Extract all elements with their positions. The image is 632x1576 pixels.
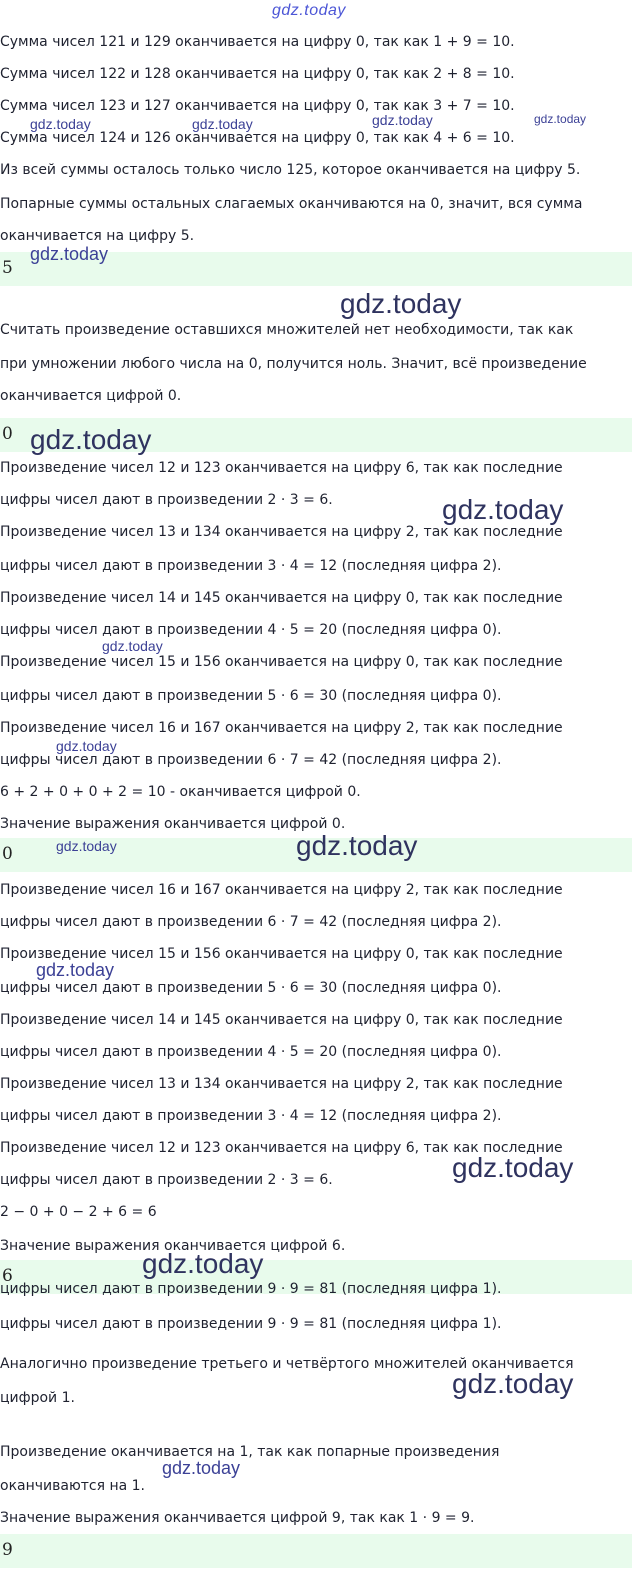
watermark: gdz.today	[340, 288, 462, 319]
text-line: Произведение чисел 16 и 167 оканчивается на цифру 2, так как последние	[0, 720, 563, 736]
watermark: gdz.today	[142, 1248, 264, 1279]
text-line: Произведение чисел 15 и 156 оканчивается на цифру 0, так как последние	[0, 654, 563, 670]
text-line: Произведение чисел 14 и 145 оканчивается на цифру 0, так как последние	[0, 590, 563, 606]
text-line: цифры чисел дают в произведении 6 · 7 = 42 (последняя цифра 2).	[0, 914, 502, 930]
text-line: Произведение чисел 12 и 123 оканчивается на цифру 6, так как последние	[0, 1140, 563, 1156]
watermark-top: gdz.today	[272, 2, 346, 19]
cropped-line	[0, 1281, 632, 1300]
text-line: цифры чисел дают в произведении 6 · 7 = 42 (последняя цифра 2).	[0, 752, 502, 768]
text-line: Произведение чисел 13 и 134 оканчивается на цифру 2, так как последние	[0, 524, 563, 540]
text-line: Аналогично произведение третьего и четвёртого множителей оканчивается	[0, 1356, 574, 1372]
text-line: Произведение чисел 16 и 167 оканчивается на цифру 2, так как последние	[0, 882, 563, 898]
text-line: цифры чисел дают в произведении 9 · 9 = 81 (последняя цифра 1).	[0, 1316, 502, 1332]
text-line: оканчиваются на 1.	[0, 1478, 146, 1494]
text-line: Произведение оканчивается на 1, так как попарные произведения	[0, 1444, 500, 1460]
watermark: gdz.today	[452, 1368, 574, 1399]
text-line: Попарные суммы остальных слагаемых оканчиваются на 0, значит, вся сумма	[0, 196, 583, 212]
text-line: цифры чисел дают в произведении 2 · 3 = 6.	[0, 1172, 333, 1188]
text-line: Произведение чисел 15 и 156 оканчивается на цифру 0, так как последние	[0, 946, 563, 962]
watermark: gdz.today	[30, 116, 91, 132]
watermark: gdz.today	[296, 830, 418, 861]
watermark: gdz.today	[534, 112, 587, 126]
text-line: Произведение чисел 13 и 134 оканчивается на цифру 2, так как последние	[0, 1076, 563, 1092]
text-line: цифры чисел дают в произведении 4 · 5 = 20 (последняя цифра 0).	[0, 1044, 502, 1060]
text-line: Значение выражения оканчивается цифрой 0.	[0, 816, 346, 832]
text-line: Считать произведение оставшихся множителей нет необходимости, так как	[0, 322, 574, 338]
text-line: Сумма чисел 123 и 127 оканчивается на цифру 0, так как 3 + 7 = 10.	[0, 98, 515, 114]
text-line: цифры чисел дают в произведении 3 · 4 = 12 (последняя цифра 2).	[0, 1108, 502, 1124]
watermark: gdz.today	[452, 1152, 574, 1183]
text-line: оканчивается на цифру 5.	[0, 228, 195, 244]
text-line: Из всей суммы осталось только число 125, которое оканчивается на цифру 5.	[0, 162, 581, 178]
text-line: Сумма чисел 122 и 128 оканчивается на цифру 0, так как 2 + 8 = 10.	[0, 66, 515, 82]
answer-value: 6	[2, 1266, 13, 1286]
text-line: Произведение чисел 12 и 123 оканчивается на цифру 6, так как последние	[0, 460, 563, 476]
text-line: цифры чисел дают в произведении 5 · 6 = 30 (последняя цифра 0).	[0, 688, 502, 704]
text-line: цифры чисел дают в произведении 3 · 4 = 12 (последняя цифра 2).	[0, 558, 502, 574]
answer-value: 0	[2, 424, 13, 444]
watermark: gdz.today	[162, 1458, 241, 1478]
text-line: оканчивается цифрой 0.	[0, 388, 182, 404]
answer-box	[0, 838, 632, 872]
watermark: gdz.today	[442, 494, 564, 525]
watermark: gdz.today	[30, 244, 109, 264]
text-line: цифры чисел дают в произведении 5 · 6 = 30 (последняя цифра 0).	[0, 980, 502, 996]
text-line: цифры чисел дают в произведении 4 · 5 = 20 (последняя цифра 0).	[0, 622, 502, 638]
text-line: Значение выражения оканчивается цифрой 9, так как 1 · 9 = 9.	[0, 1510, 475, 1526]
watermark: gdz.today	[102, 638, 163, 654]
text-line: цифры чисел дают в произведении 2 · 3 = 6.	[0, 492, 333, 508]
watermark: gdz.today	[192, 116, 253, 132]
answer-value: 0	[2, 844, 13, 864]
text-line: Сумма чисел 121 и 129 оканчивается на цифру 0, так как 1 + 9 = 10.	[0, 34, 515, 50]
text-line: цифры чисел дают в произведении 9 · 9 = 81 (последняя цифра 1).	[0, 1281, 502, 1297]
answer-box	[0, 1534, 632, 1568]
text-line: Сумма чисел 124 и 126 оканчивается на цифру 0, так как 4 + 6 = 10.	[0, 130, 515, 146]
watermark: gdz.today	[36, 960, 115, 980]
text-line: при умножении любого числа на 0, получится ноль. Значит, всё произведение	[0, 356, 587, 372]
answer-value: 5	[2, 258, 13, 278]
watermark: gdz.today	[56, 738, 117, 754]
text-line: Значение выражения оканчивается цифрой 6.	[0, 1238, 346, 1254]
watermark: gdz.today	[30, 424, 152, 455]
watermark: gdz.today	[372, 112, 433, 128]
answer-box	[0, 418, 632, 452]
answer-value: 9	[2, 1540, 13, 1560]
text-line: Произведение чисел 14 и 145 оканчивается на цифру 0, так как последние	[0, 1012, 563, 1028]
text-line: цифрой 1.	[0, 1390, 75, 1406]
text-line: 6 + 2 + 0 + 0 + 2 = 10 - оканчивается цифрой 0.	[0, 784, 361, 800]
watermark: gdz.today	[56, 838, 117, 854]
answer-box	[0, 252, 632, 286]
text-line: 2 − 0 + 0 − 2 + 6 = 6	[0, 1204, 157, 1220]
